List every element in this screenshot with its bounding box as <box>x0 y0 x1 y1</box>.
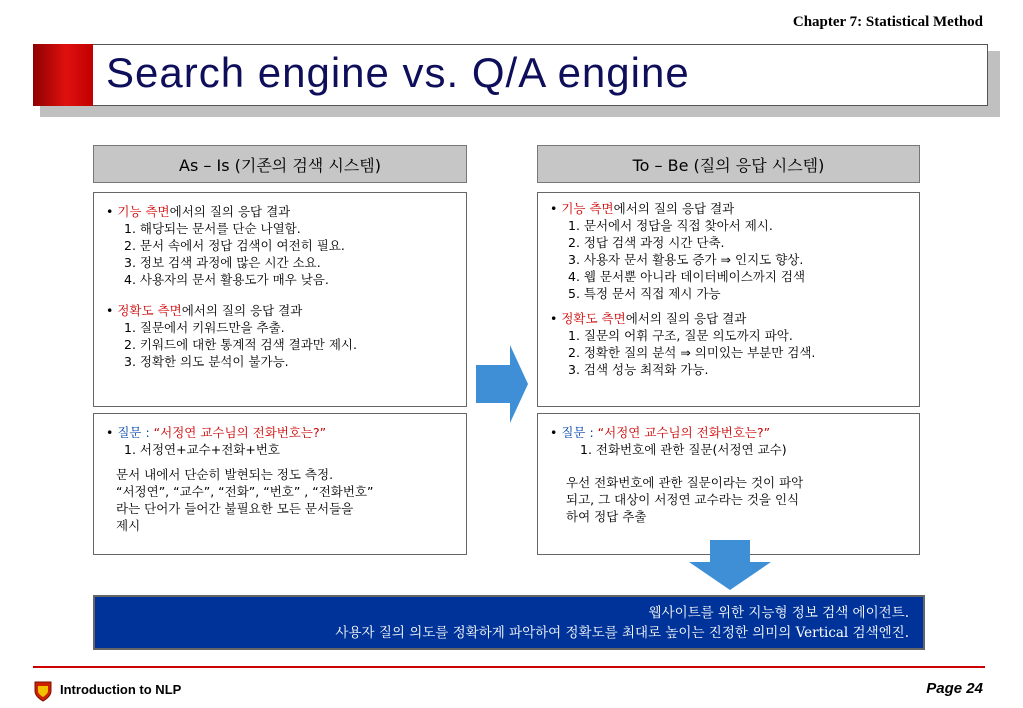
question-text: “서정연 교수님의 전화번호는?” <box>153 425 327 440</box>
explanation-line: 하여 정답 추출 <box>566 509 647 524</box>
list-item: 1. 질문의 어휘 구조, 질문 의도까지 파악. <box>568 328 793 343</box>
to-be-accuracy-heading: • 정확도 측면에서의 질의 응답 결과 <box>550 311 747 326</box>
list-item: 2. 정답 검색 과정 시간 단축. <box>568 235 725 250</box>
list-item: 4. 사용자의 문서 활용도가 매우 낮음. <box>124 272 329 287</box>
explanation-line: 되고, 그 대상이 서정연 교수라는 것을 인식 <box>566 492 800 507</box>
list-item: 2. 문서 속에서 정답 검색이 여전히 필요. <box>124 238 345 253</box>
accuracy-aspect-rest: 에서의 질의 응답 결과 <box>181 303 303 318</box>
arrow-down-icon <box>689 540 771 590</box>
explanation-line: 라는 단어가 들어간 불필요한 모든 문서들을 <box>116 501 354 516</box>
as-is-explanation <box>106 466 458 534</box>
function-aspect-label: 기능 측면 <box>117 204 170 219</box>
list-item: 1. 해당되는 문서를 단순 나열함. <box>124 221 301 236</box>
list-item: 1. 전화번호에 관한 질문(서정연 교수) <box>580 442 787 457</box>
footer-divider <box>33 666 985 668</box>
to-be-explanation <box>550 474 911 525</box>
accuracy-aspect-label: 정확도 측면 <box>117 303 182 318</box>
as-is-header-label: As – Is (기존의 검색 시스템) <box>179 155 381 175</box>
as-is-function-heading: • 기능 측면에서의 질의 응답 결과 <box>106 204 291 219</box>
list-item: 1. 문서에서 정답을 직접 찾아서 제시. <box>568 218 773 233</box>
footer-course-title: Introduction to NLP <box>60 682 182 697</box>
as-is-question: • 질문 : “서정연 교수님의 전화번호는?” <box>106 425 327 440</box>
arrow-right-icon <box>476 345 528 423</box>
to-be-function-heading: • 기능 측면에서의 질의 응답 결과 <box>550 201 735 216</box>
explanation-line: 우선 전화번호에 관한 질문이라는 것이 파악 <box>566 475 804 490</box>
list-item: 1. 서정연+교수+전화+번호 <box>124 442 280 457</box>
list-item: 2. 키워드에 대한 통계적 검색 결과만 제시. <box>124 337 357 352</box>
question-label: 질문 : <box>117 425 154 440</box>
page-number: Page 24 <box>926 680 983 697</box>
chapter-label: Chapter 7: Statistical Method <box>792 14 983 30</box>
title-accent-block <box>33 44 93 106</box>
to-be-features-box <box>537 192 920 407</box>
function-aspect-label: 기능 측면 <box>561 201 614 216</box>
question-text: “서정연 교수님의 전화번호는?” <box>597 425 771 440</box>
function-aspect-rest: 에서의 질의 응답 결과 <box>169 204 291 219</box>
summary-box <box>93 595 925 650</box>
list-item: 5. 특정 문서 직접 제시 가능 <box>568 286 721 301</box>
summary-line-2: 사용자 질의 의도를 정확하게 파악하여 정확도를 최대로 높이는 진정한 의미의 Vertical 검색엔진. <box>335 625 909 641</box>
as-is-header <box>93 145 467 183</box>
to-be-question: • 질문 : “서정연 교수님의 전화번호는?” <box>550 425 771 440</box>
list-item: 3. 정보 검색 과정에 많은 시간 소요. <box>124 255 321 270</box>
to-be-header <box>537 145 920 183</box>
list-item: 3. 정확한 의도 분석이 불가능. <box>124 354 289 369</box>
accuracy-aspect-label: 정확도 측면 <box>561 311 626 326</box>
explanation-line: “서정연”, “교수”, “전화”, “번호” , “전화번호” <box>116 484 374 499</box>
explanation-line: 문서 내에서 단순히 발현되는 정도 측정. <box>116 467 334 482</box>
function-aspect-rest: 에서의 질의 응답 결과 <box>613 201 735 216</box>
question-label: 질문 : <box>561 425 598 440</box>
list-item: 4. 웹 문서뿐 아니라 데이터베이스까지 검색 <box>568 269 806 284</box>
as-is-features-box <box>93 192 467 407</box>
summary-line-1: 웹사이트를 위한 지능형 정보 검색 에이전트. <box>648 605 909 621</box>
accuracy-aspect-rest: 에서의 질의 응답 결과 <box>625 311 747 326</box>
as-is-accuracy-heading: • 정확도 측면에서의 질의 응답 결과 <box>106 303 303 318</box>
list-item: 2. 정확한 질의 분석 ⇒ 의미있는 부분만 검색. <box>568 345 816 360</box>
shield-logo-icon <box>33 680 53 702</box>
as-is-example-box <box>93 413 467 555</box>
list-item: 3. 검색 성능 최적화 가능. <box>568 362 709 377</box>
list-item: 1. 질문에서 키워드만을 추출. <box>124 320 285 335</box>
to-be-example-box <box>537 413 920 555</box>
explanation-line: 제시 <box>116 518 141 533</box>
list-item: 3. 사용자 문서 활용도 증가 ⇒ 인지도 향상. <box>568 252 804 267</box>
to-be-header-label: To – Be (질의 응답 시스템) <box>632 155 825 175</box>
slide-title: Search engine vs. Q/A engine <box>106 49 690 96</box>
